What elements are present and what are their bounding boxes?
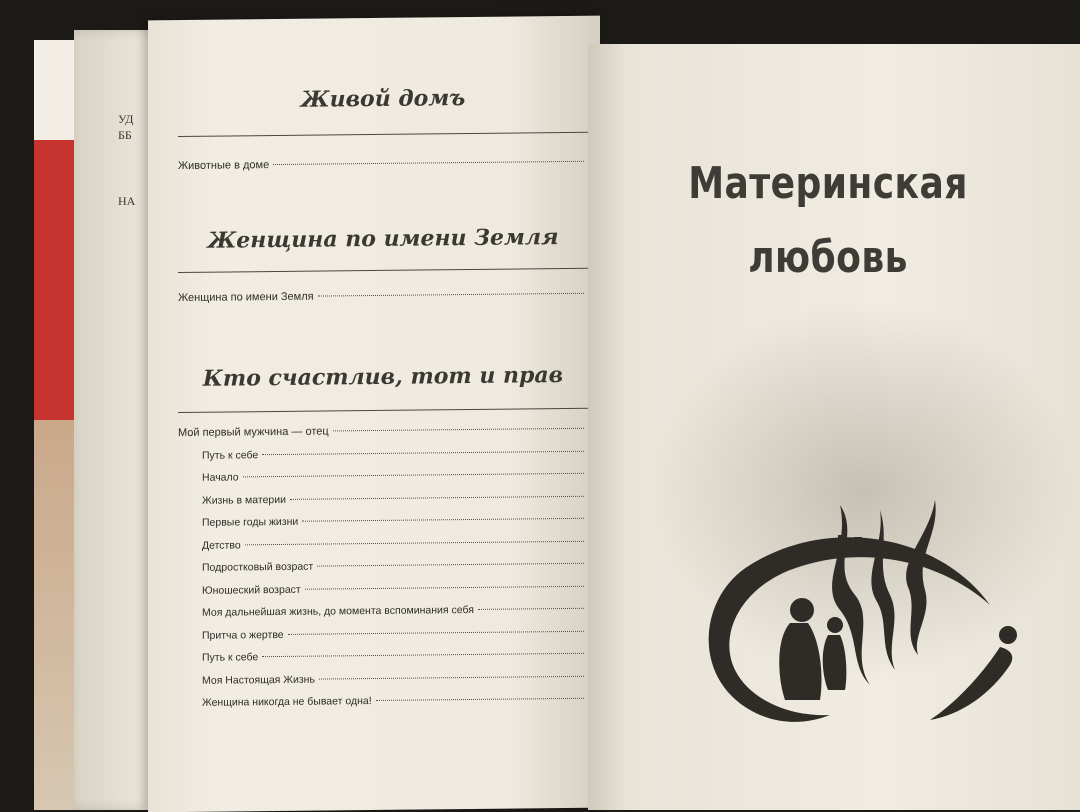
back-page-text: УД [118,112,133,127]
toc-entry-label: Моя Настоящая Жизнь [202,673,315,686]
back-page-text: ББ [118,128,132,143]
toc-entry-label: Мой первый мужчина — отец [178,425,329,439]
toc-entry-label: Детство [202,539,241,551]
dot-leader [262,450,584,454]
left-page-contents [148,16,600,812]
toc-entry-label: Женщина по имени Земля [178,291,314,304]
chapter-title-line2: любовь [631,232,1025,283]
toc-entry-label: Моя дальнейшая жизнь, до момента вспоминания себя [202,604,474,619]
dot-leader [243,473,584,478]
dot-leader [317,563,584,567]
dot-leader [376,698,584,701]
dot-leader [319,675,584,679]
toc-entry-label: Юношеский возраст [202,583,301,596]
dot-leader [333,428,584,432]
toc-list [178,423,598,720]
dot-leader [273,161,584,165]
toc-entry-label: Подростковый возраст [202,561,313,574]
toc-entry-label: Женщина никогда не бывает одна! [202,695,372,709]
section-title: Живой домъ [178,84,588,114]
section-title: Кто счастлив, тот и прав [178,362,588,392]
toc-entry-label: Путь к себе [202,651,258,664]
toc-entry-label: Животные в доме [178,159,269,172]
toc-entry-label: Жизнь в материи [202,493,286,506]
book-cover-edge [34,40,74,810]
toc-list [178,156,598,183]
toc-entry-label: Притча о жертве [202,628,284,641]
toc-entry-label: Начало [202,471,239,483]
chapter-title-line1: Материнская [631,158,1025,209]
dot-leader [290,495,584,499]
toc-entry[interactable] [178,693,598,720]
back-page-text: НА [118,194,135,209]
toc-entry[interactable] [178,288,598,315]
dot-leader [478,608,584,610]
dot-leader [318,293,584,297]
dot-leader [305,585,584,589]
dot-leader [262,653,584,657]
section-rule [178,268,590,273]
toc-entry-label: Путь к себе [202,449,258,462]
dot-leader [288,630,584,634]
section-rule [178,408,590,413]
toc-entry[interactable] [178,156,598,183]
dot-leader [302,518,584,522]
toc-list [178,288,598,315]
toc-entry-label: Первые годы жизни [202,516,298,529]
section-rule [178,132,590,137]
section-title: Женщина по имени Земля [178,224,588,254]
dot-leader [245,540,584,545]
mother-child-emblem-icon [690,495,1030,745]
